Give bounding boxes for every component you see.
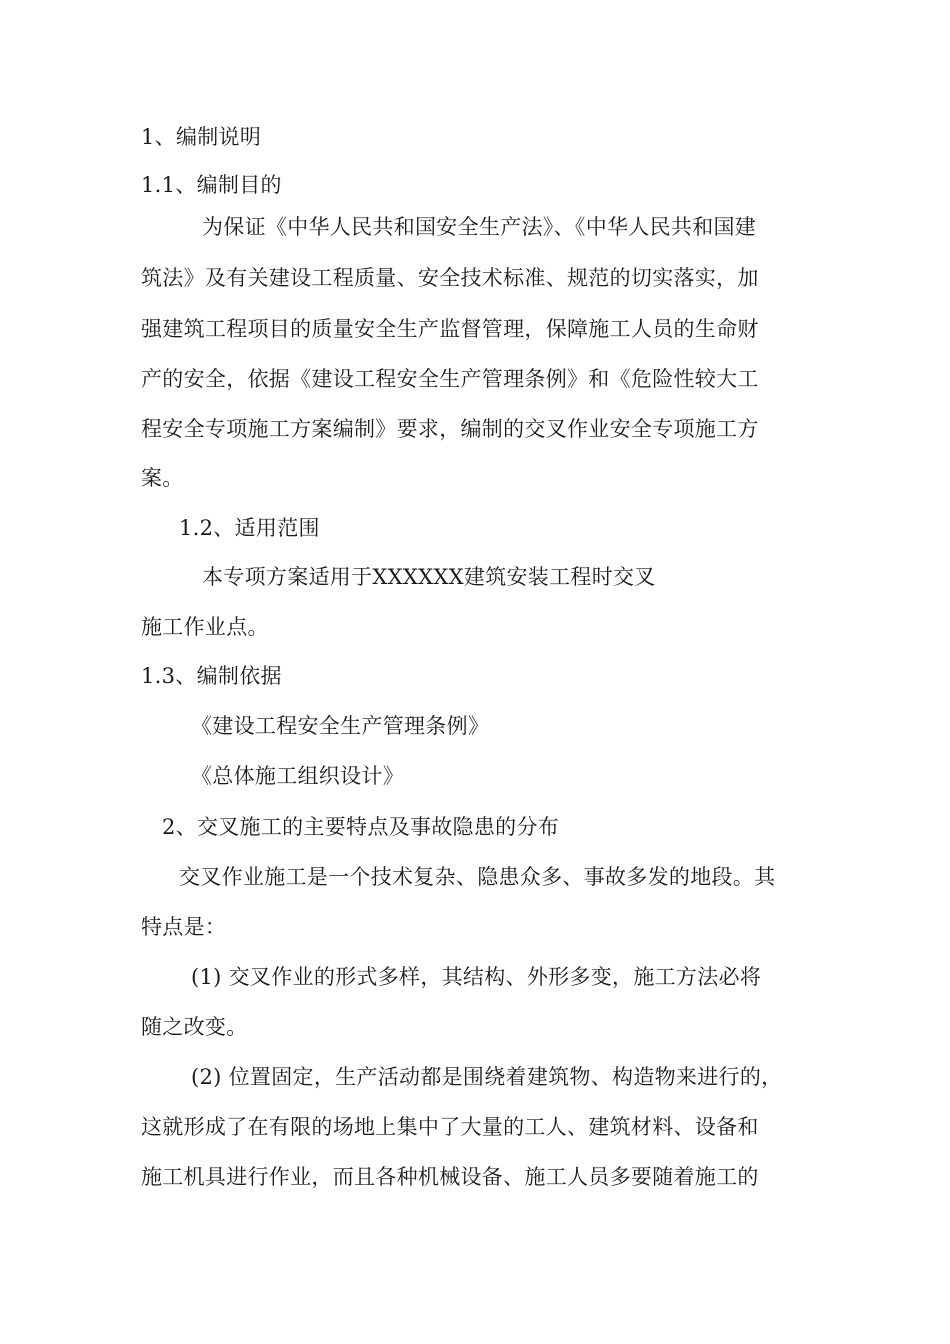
paragraph-line: 强建筑工程项目的质量安全生产监督管理，保障施工人员的生命财 xyxy=(141,317,759,341)
heading-1-3: 1.3、编制依据 xyxy=(141,664,282,688)
paragraph-line: 施工作业点。 xyxy=(141,615,269,639)
heading-1: 1、编制说明 xyxy=(141,125,262,149)
paragraph-line: 交叉作业施工是一个技术复杂、隐患众多、事故多发的地段。其 xyxy=(179,865,776,889)
paragraph-line: 筑法》及有关建设工程质量、安全技术标准、规范的切实落实，加 xyxy=(141,266,759,290)
paragraph-line: 这就形成了在有限的场地上集中了大量的工人、建筑材料、设备和 xyxy=(141,1115,759,1139)
paragraph-line: (2) 位置固定，生产活动都是围绕着建筑物、构造物来进行的， xyxy=(191,1065,783,1089)
paragraph-line: 施工机具进行作业，而且各种机械设备、施工人员多要随着施工的 xyxy=(141,1165,759,1189)
paragraph-line: 本专项方案适用于XXXXXX建筑安装工程时交叉 xyxy=(202,565,656,589)
paragraph-line: 特点是： xyxy=(141,915,227,939)
reference-item: 《总体施工组织设计》 xyxy=(191,764,404,788)
reference-item: 《建设工程安全生产管理条例》 xyxy=(191,714,490,738)
heading-1-2: 1.2、适用范围 xyxy=(179,516,320,540)
heading-1-1: 1.1、编制目的 xyxy=(141,173,282,197)
paragraph-line: 案。 xyxy=(141,466,184,490)
paragraph-line: 产的安全，依据《建设工程安全生产管理条例》和《危险性较大工 xyxy=(141,367,759,391)
paragraph-line: 程安全专项施工方案编制》要求，编制的交叉作业安全专项施工方 xyxy=(141,417,759,441)
paragraph-line: 随之改变。 xyxy=(141,1015,248,1039)
paragraph-line: (1) 交叉作业的形式多样，其结构、外形多变，施工方法必将 xyxy=(191,965,762,989)
heading-2: 2、交叉施工的主要特点及事故隐患的分布 xyxy=(162,815,560,839)
paragraph-line: 为保证《中华人民共和国安全生产法》、《中华人民共和国建 xyxy=(202,215,757,239)
